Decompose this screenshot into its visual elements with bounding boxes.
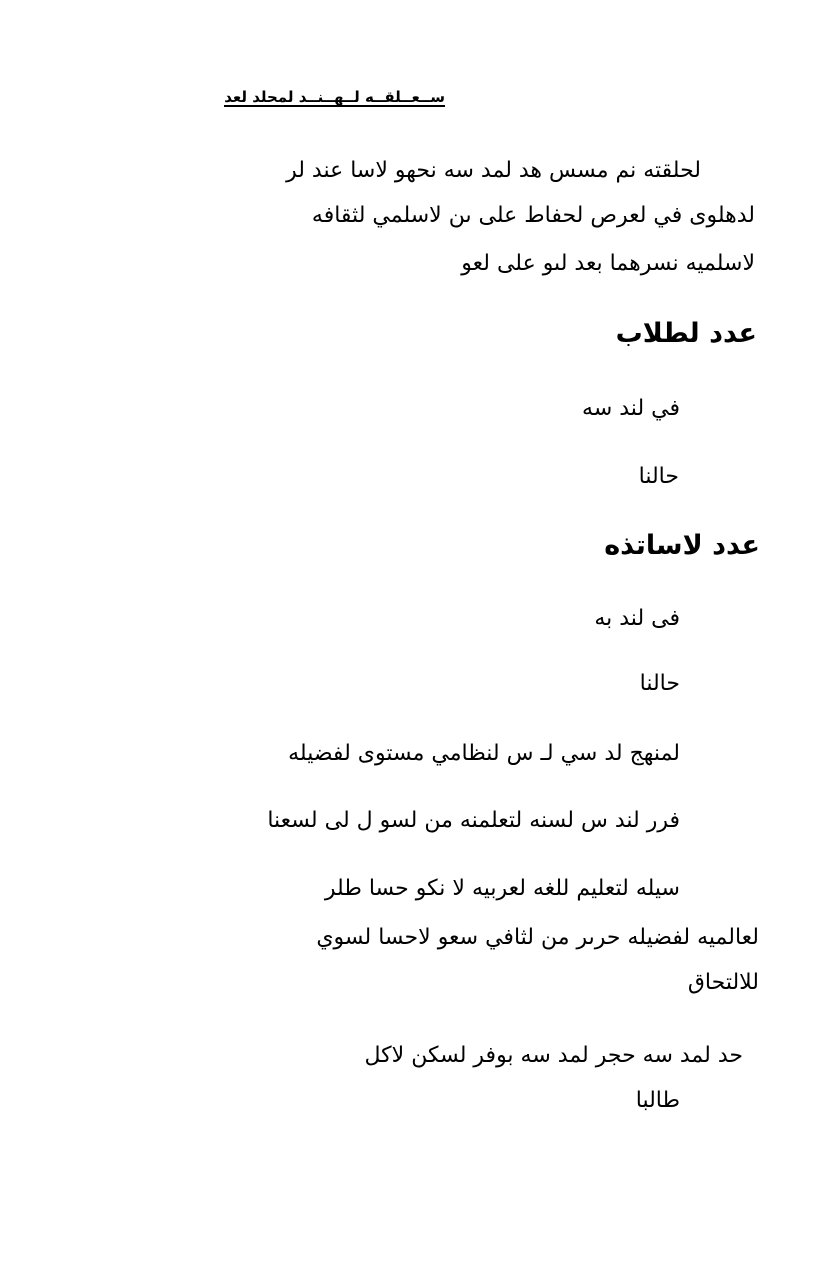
intro-line-2: لدهلوى في لعرص لحفاط على ىن لاسلمي لثقافه (311, 203, 755, 228)
curriculum-line-1: لمنهج لد سي لـ س لنظامي مستوى لفضيله (288, 741, 680, 766)
students-item-1: في لند سه (582, 396, 680, 421)
students-item-2: حالنا (638, 464, 679, 489)
closing-line-2: طالبا (635, 1088, 680, 1113)
students-heading: عدد لطلاب (615, 318, 757, 349)
intro-line-1: لحلقته نم مسس هد لمد سه نحهو لاسا عند لر (286, 158, 701, 183)
language-line-3: للالتحاق (687, 970, 759, 995)
curriculum-line-2: فرر لند س لسنه لتعلمنه من لسو ل لى لسعنا (267, 808, 680, 833)
document-title: ســعــلقــه لــهــنــد لمحلد لعد (224, 88, 445, 106)
closing-line-1: حد لمد سه حجر لمد سه بوفر لسكن لاكل (364, 1043, 743, 1068)
language-line-2: لعالميه لفضيله حرىر من لثافي سعو لاحسا لسوي (316, 925, 759, 950)
teachers-item-1: فى لند به (594, 606, 680, 631)
language-line-1: سيله لتعليم للغه لعربيه لا نكو حسا طلر (324, 876, 680, 901)
intro-line-3: لاسلميه نسرهما بعد لىو على لعو (461, 251, 755, 276)
teachers-heading: عدد لاساتذه (604, 530, 760, 561)
teachers-item-2: حالنا (639, 671, 680, 696)
